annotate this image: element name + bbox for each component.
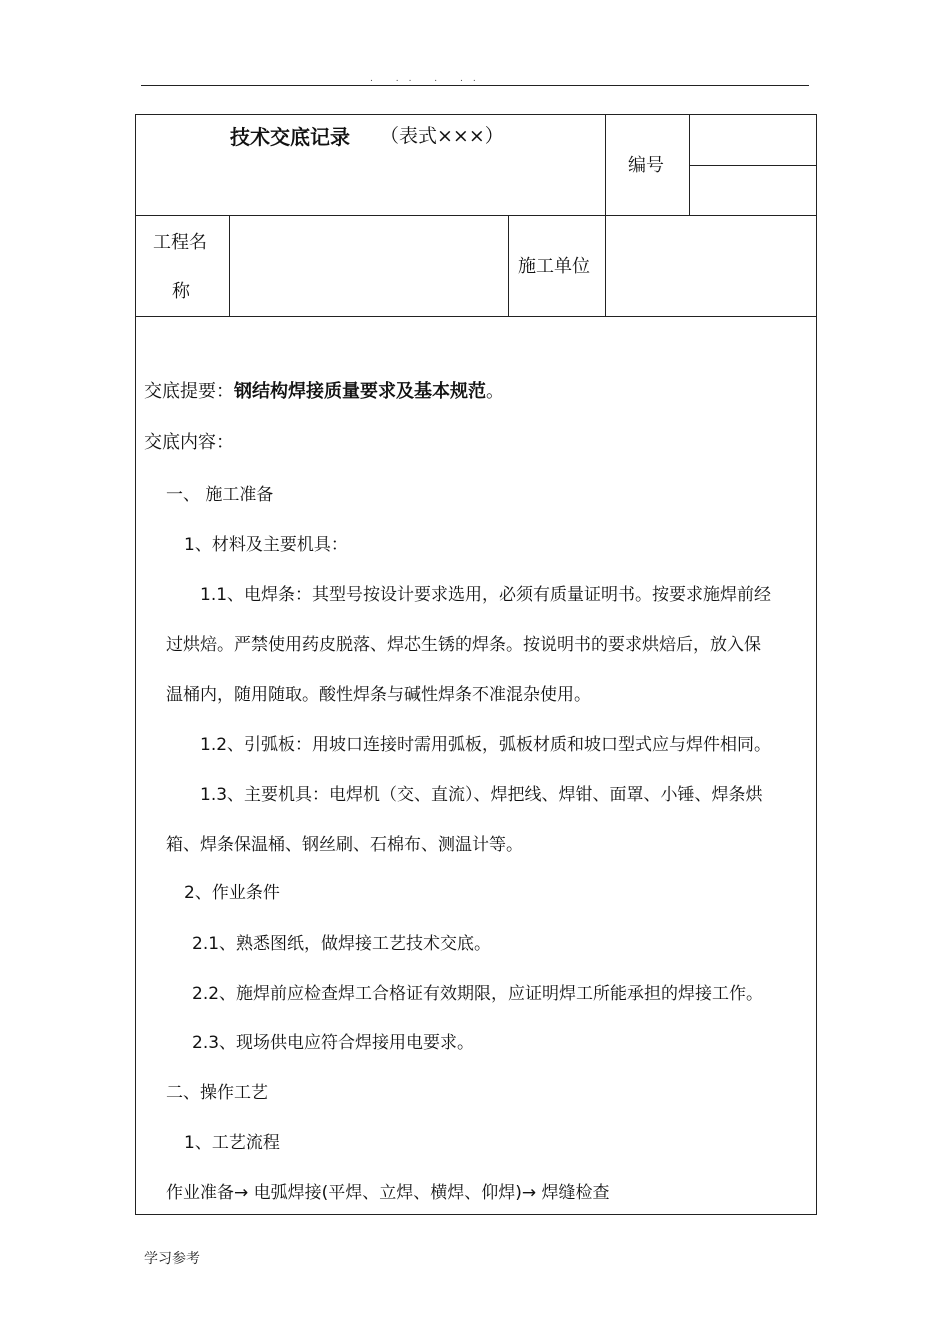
summary-end: 。 — [486, 381, 504, 402]
summary-value: 钢结构焊接质量要求及基本规范 — [234, 381, 486, 402]
form-title: 技术交底记录 — [230, 125, 350, 149]
form-code: （表式×××） — [380, 125, 504, 147]
summary-line — [144, 377, 504, 403]
content-line: 1.1、电焊条：其型号按设计要求选用，必须有质量证明书。按要求施焊前经 — [200, 585, 772, 605]
project-name-label: 工程名 — [153, 232, 207, 253]
section-heading: 一、 施工准备 — [166, 485, 274, 505]
construction-unit-label: 施工单位 — [518, 256, 590, 277]
content-line: 1.3、主要机具：电焊机（交、直流）、焊把线、焊钳、面罩、小锤、焊条烘 — [200, 785, 763, 805]
number-label: 编号 — [628, 155, 664, 176]
row-divider-2 — [135, 316, 817, 317]
content-line: 箱、焊条保温桶、钢丝刷、石棉布、测温计等。 — [166, 835, 523, 855]
project-name-label-cont: 称 — [172, 281, 190, 302]
page-footer: 学习参考 — [144, 1251, 200, 1267]
header-marks: . .. . .. — [370, 74, 486, 84]
row-divider-1 — [135, 215, 817, 216]
section-heading: 二、操作工艺 — [166, 1083, 268, 1103]
content-line: 过烘焙。严禁使用药皮脱落、焊芯生锈的焊条。按说明书的要求烘焙后，放入保 — [166, 635, 761, 655]
col-divider-title — [605, 114, 606, 316]
content-line: 1.2、引弧板：用坡口连接时需用弧板，弧板材质和坡口型式应与焊件相同。 — [200, 735, 772, 755]
content-line: 2.3、现场供电应符合焊接用电要求。 — [192, 1033, 475, 1053]
subsection-heading: 2、作业条件 — [184, 883, 280, 903]
content-line: 温桶内，随用随取。酸性焊条与碱性焊条不准混杂使用。 — [166, 685, 591, 705]
content-label: 交底内容： — [144, 432, 234, 453]
header-rule — [141, 85, 809, 86]
content-line: 2.2、施焊前应检查焊工合格证有效期限，应证明焊工所能承担的焊接工作。 — [192, 984, 764, 1004]
content-line: 2.1、熟悉图纸，做焊接工艺技术交底。 — [192, 934, 492, 954]
subsection-heading: 1、工艺流程 — [184, 1133, 280, 1153]
subsection-heading: 1、材料及主要机具： — [184, 535, 348, 555]
process-flow-line: 作业准备→ 电弧焊接(平焊、立焊、横焊、仰焊)→ 焊缝检查 — [166, 1183, 610, 1203]
summary-label: 交底提要： — [144, 381, 234, 402]
col-divider-project-value — [508, 215, 509, 316]
col-divider-project-label — [229, 215, 230, 316]
number-cell-split — [689, 165, 817, 166]
